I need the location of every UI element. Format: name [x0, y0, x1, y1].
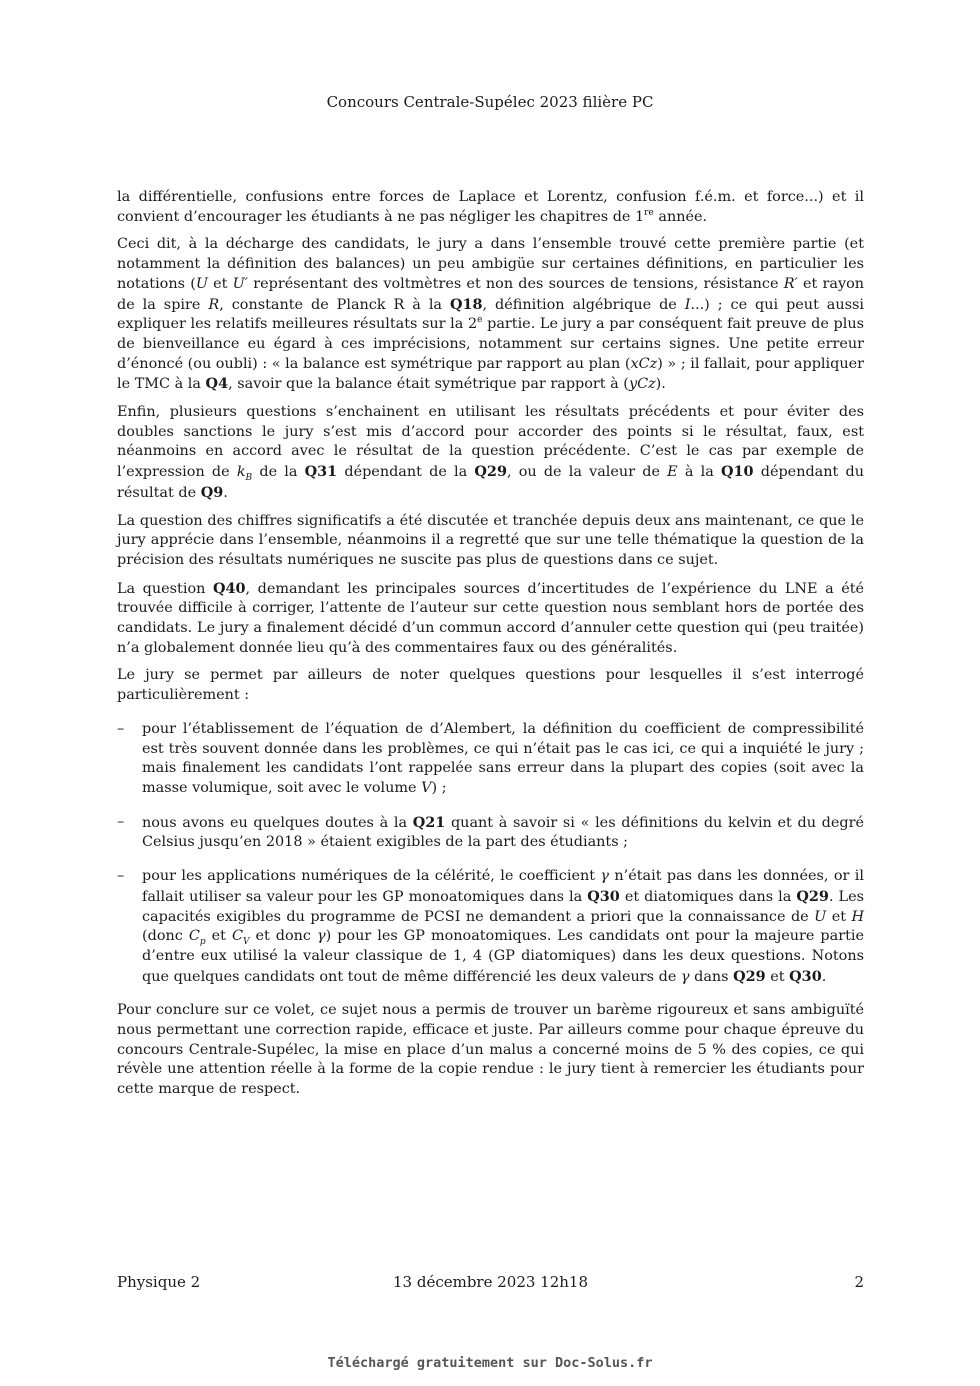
list-item: – pour les applications numériques de la célérité, le coefficient γ n’était pas dans les données, or il fallait utiliser sa valeur pour les GP monoatomiques dans la Q30 et diatomiques dans la Q29. Les capacités exigibles du programme de PCSI ne demandent a priori que la connaissance de U et H (donc $C_p$ et $C_V$ et donc γ) pour les GP monoatomiques. Les candidats ont pour la majeure partie d’entre eux utilisé la valeur classique de 1, 4 (GP diatomiques) dans les deux questions. Notons que quelques candidats ont tout de même différencié les deux valeurs de γ dans Q29 et Q30. [117, 867, 864, 987]
question-ref: Q30 [587, 887, 620, 905]
paragraph-5: La question Q40, demandant les principales sources d’incertitudes de l’expérience du LNE a été trouvée difficile à corriger, l’attente de l’auteur sur cette question nous semblant hors de portée des candidats. Le jury a finalement décidé d’un commun accord d’annuler cette question qui (peu traitée) n’a globalement donnée lieu qu’à des commentaires faux ou des généralités. [117, 579, 865, 656]
question-ref: Q29 [733, 967, 766, 985]
download-banner [0, 1355, 980, 1371]
question-ref: Q4 [205, 375, 229, 393]
question-ref: Q9 [200, 483, 224, 501]
paragraph-2: Ceci dit, à la décharge des candidats, le jury a dans l’ensemble trouvé cette première partie (et notamment la définition des balances) un peu ambigüe sur certaines définitions, en particulier les notations (U et U′ représentant des voltmètres et non des sources de tensions, résistance R′ et rayon de la spire R, constante de Planck R à la Q18, définition algébrique de I...) ; ce qui peut aussi expliquer les relatifs meilleures résultats sur la 2e partie. Le jury a par conséquent fait preuve de plus de bienveillance eu égard à ces imprécisions, notamment sur certains signes. Une petite erreur d’énoncé (ou oubli) : « la balance est symétrique par rapport au plan (xCz) » ; il fallait, pour appliquer le TMC à la Q4, savoir que la balance était symétrique par rapport à (yCz). [117, 236, 865, 393]
header-title: Concours Centrale-Supélec 2023 filière PC [326, 93, 654, 111]
download-banner-text: Téléchargé gratuitement sur Doc-Solus.fr [327, 1355, 653, 1371]
page-header [0, 93, 980, 111]
list-item: – pour l’établissement de l’équation de d’Alembert, la définition du coefficient de compressibilité est très souvent donnée dans les problèmes, ce qui n’était pas le cas ici, ce qui a inquiété le jury ; mais finalement les candidats l’ont rappelée sans erreur dans la plupart des copies (soit avec la masse volumique, soit avec le volume V) ; [117, 720, 864, 799]
page-number: 2 [854, 1273, 864, 1291]
document-body [117, 188, 864, 1108]
question-ref: Q21 [412, 813, 446, 831]
question-ref: Q29 [796, 887, 829, 905]
footer-subject: Physique 2 [117, 1273, 201, 1291]
paragraph-3: Enfin, plusieurs questions s’enchainent en utilisant les résultats précédents et pour éviter des doubles sanctions le jury s’est mis d’accord pour accorder des points si le résultat, faux, est néanmoins en accord avec le résultat de la question précédente. C’est le cas par exemple de l’expression de $k_B$ de la Q31 dépendant de la Q29, ou de la valeur de E à la Q10 dépendant du résultat de Q9. [117, 404, 864, 501]
question-ref: Q18 [449, 295, 483, 313]
page-footer [117, 1273, 864, 1291]
remarks-list [117, 720, 864, 987]
footer-date: 13 décembre 2023 12h18 [392, 1273, 589, 1291]
question-ref: Q29 [474, 463, 507, 481]
question-ref: Q30 [789, 967, 822, 985]
question-ref: Q31 [304, 463, 338, 481]
paragraph-6: Le jury se permet par ailleurs de noter quelques questions pour lesquelles il s’est interrogé particulièrement : [117, 667, 864, 704]
list-item: – nous avons eu quelques doutes à la Q21 quant à savoir si « les définitions du kelvin et du degré Celsius jusqu’en 2018 » étaient exigibles de la part des étudiants ; [117, 813, 864, 853]
paragraph-7: Pour conclure sur ce volet, ce sujet nous a permis de trouver un barème rigoureux et sans ambiguïté nous permettant une correction rapide, efficace et juste. Par ailleurs comme pour chaque épreuve du concours Centrale-Supélec, la mise en place d’un malus a concerné moins de 5 % des copies, ce qui révèle une attention réelle à la forme de la copie rendue : le jury tient à remercier les étudiants pour cette marque de respect. [117, 1002, 864, 1098]
question-ref: Q10 [721, 463, 754, 481]
question-ref: Q40 [212, 579, 246, 597]
paragraph-4: La question des chiffres significatifs a été discutée et tranchée depuis deux ans maintenant, ce que le jury apprécie dans l’ensemble, néanmoins il a regretté que sur une telle thématique la question de la précision des résultats numériques ne suscite pas plus de questions dans ce sujet. [117, 512, 864, 568]
paragraph-1: la différentielle, confusions entre forces de Laplace et Lorentz, confusion f.é.m. et force...) et il convient d’encourager les étudiants à ne pas négliger les chapitres de 1re année. [117, 189, 864, 225]
